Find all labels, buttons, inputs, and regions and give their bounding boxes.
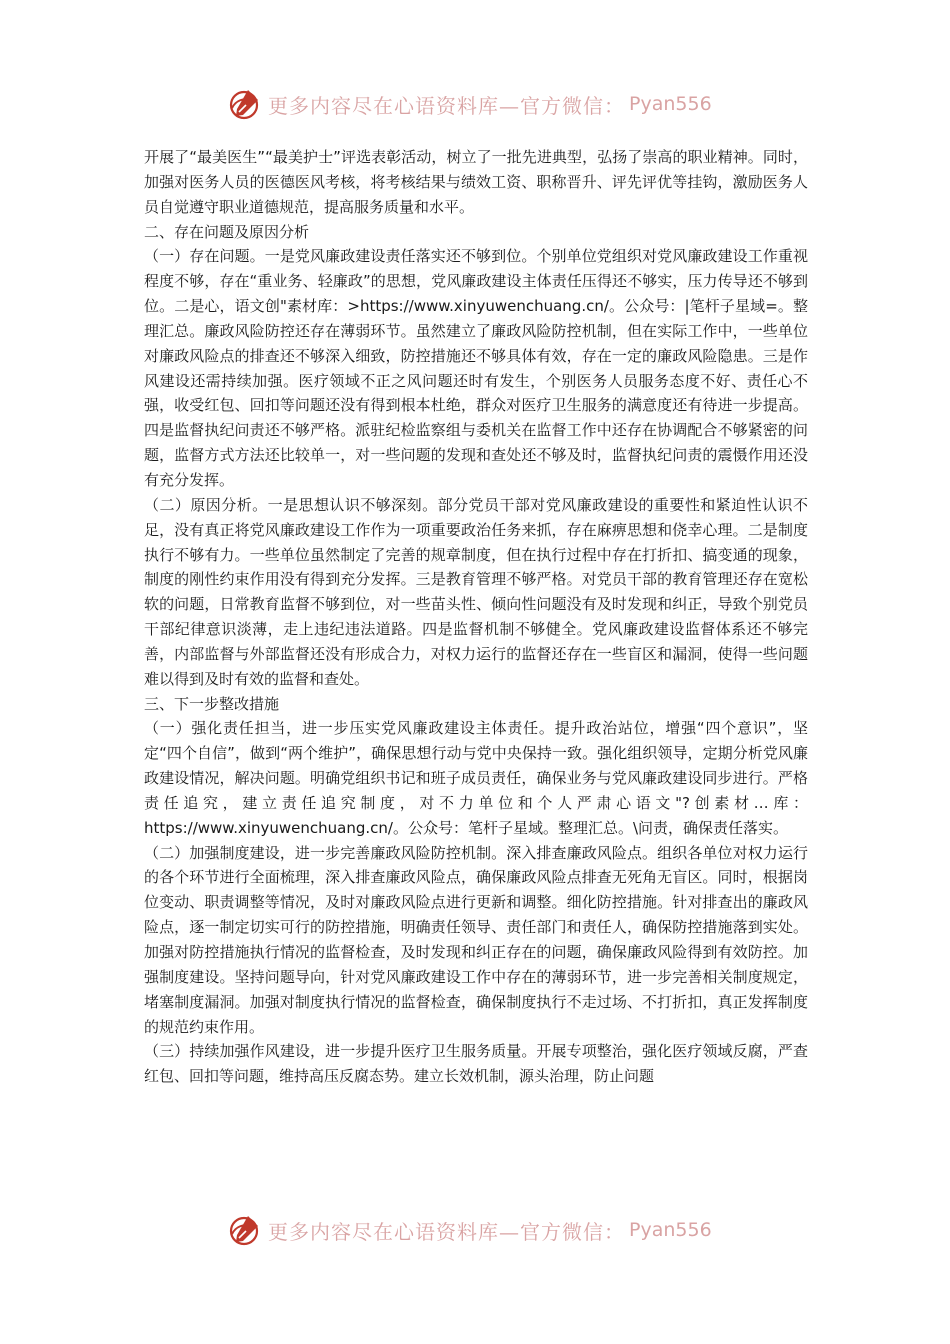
section-heading: 二、存在问题及原因分析 [144, 222, 310, 241]
body-paragraph: （二）原因分析。一是思想认识不够深刻。部分党员干部对党风廉政建设的重要性和紧迫性认识不足，没有真正将党风廉政建设工作作为一项重要政治任务来抓，存在麻痹思想和侥幸心理。二是制度执行不够有力。一些单位虽然制定了完善的规章制度，但在执行过程中存在打折扣、搞变通的现象，制度的刚性约束作用没有得到充分发挥。三是教育管理不够严格。对党员干部的教育管理还存在宽松软的问题，日常教育监督不够到位，对一些苗头性、倾向性问题没有及时发现和纠正，导致个别党员干部纪律意识淡薄，走上违纪违法道路。四是监督机制不够健全。党风廉政建设监督体系还不够完善，内部监督与外部监督还没有形成合力，对权力运行的监督还存在一些盲区和漏洞，使得一些问题难以得到及时有效的监督和查处。 [144, 495, 808, 688]
watermark-banner-bottom [0, 1210, 950, 1250]
body-paragraph: 开展了“最美医生”“最美护士”评选表彰活动，树立了一批先进典型，弘扬了崇高的职业精神。同时，加强对医务人员的医德医风考核，将考核结果与绩效工资、职称晋升、评先评优等挂钩，激励医务人员自觉遵守职业道德规范，提高服务质量和水平。 [144, 148, 808, 216]
watermark-wechat-id: Pyan556 [629, 93, 712, 115]
watermark-wechat-id: Pyan556 [629, 1219, 712, 1241]
body-paragraph: （二）加强制度建设，进一步完善廉政风险防控机制。深入排查廉政风险点。组织各单位对权力运行的各个环节进行全面梳理，深入排查廉政风险点，确保廉政风险点排查无死角无盲区。同时，根据岗位变动、职责调整等情况，及时对廉政风险点进行更新和调整。细化防控措施。针对排查出的廉政风险点，逐一制定切实可行的防控措施，明确责任领导、责任部门和责任人，确保防控措施落到实处。加强对防控措施执行情况的监督检查，及时发现和纠正存在的问题，确保廉政风险得到有效防控。加强制度建设。坚持问题导向，针对党风廉政建设工作中存在的薄弱环节，进一步完善相关制度规定，堵塞制度漏洞。加强对制度执行情况的监督检查，确保制度执行不走过场、不打折扣，真正发挥制度的规范约束作用。 [144, 843, 808, 1036]
body-paragraph: （三）持续加强作风建设，进一步提升医疗卫生服务质量。开展专项整治，强化医疗领域反腐，严查红包、回扣等问题，维持高压反腐态势。建立长效机制，源头治理，防止问题 [144, 1042, 808, 1086]
watermark-banner-top [0, 84, 950, 124]
pen-logo-icon [226, 1212, 262, 1248]
pen-logo-icon [226, 86, 262, 122]
body-paragraph: （一）存在问题。一是党风廉政建设责任落实还不够到位。个别单位党组织对党风廉政建设工作重视程度不够，存在“重业务、轻廉政”的思想，党风廉政建设主体责任压得还不够实，压力传导还不够到位。二是心，语文创"素材库：>https://www.xinyuwenchuang.cn/。公众号：|笔杆子星域=。整理汇总。廉政风险防控还存在薄弱环节。虽然建立了廉政风险防控机制，但在实际工作中，一些单位对廉政风险点的排查还不够深入细致，防控措施还不够具体有效，存在一定的廉政风险隐患。三是作风建设还需持续加强。医疗领域不正之风问题还时有发生，个别医务人员服务态度不好、责任心不强，收受红包、回扣等问题还没有得到根本杜绝，群众对医疗卫生服务的满意度还有待进一步提高。四是监督执纪问责还不够严格。派驻纪检监察组与委机关在监督工作中还存在协调配合不够紧密的问题，监督方式方法还比较单一，对一些问题的发现和查处还不够及时，监督执纪问责的震慑作用还没有充分发挥。 [144, 247, 808, 489]
body-paragraph: （一）强化责任担当，进一步压实党风廉政建设主体责任。提升政治站位，增强“四个意识”，坚定“四个自信”，做到“两个维护”，确保思想行动与党中央保持一致。强化组织领导，定期分析党风廉政建设情况，解决问题。明确党组织书记和班子成员责任，确保业务与党风廉政建设同步进行。严格责任追究，建立责任追究制度，对不力单位和个人严肃心语文"?创素材…库：https://www.xinyuwenchuang.cn/。公众号：笔杆子星域。整理汇总。\问责，确保责任落实。 [144, 719, 808, 837]
watermark-text: 更多内容尽在心语资料库—官方微信： [268, 1219, 625, 1244]
watermark-text: 更多内容尽在心语资料库—官方微信： [268, 93, 625, 118]
section-heading: 三、下一步整改措施 [144, 694, 280, 713]
document-body [144, 145, 808, 1089]
